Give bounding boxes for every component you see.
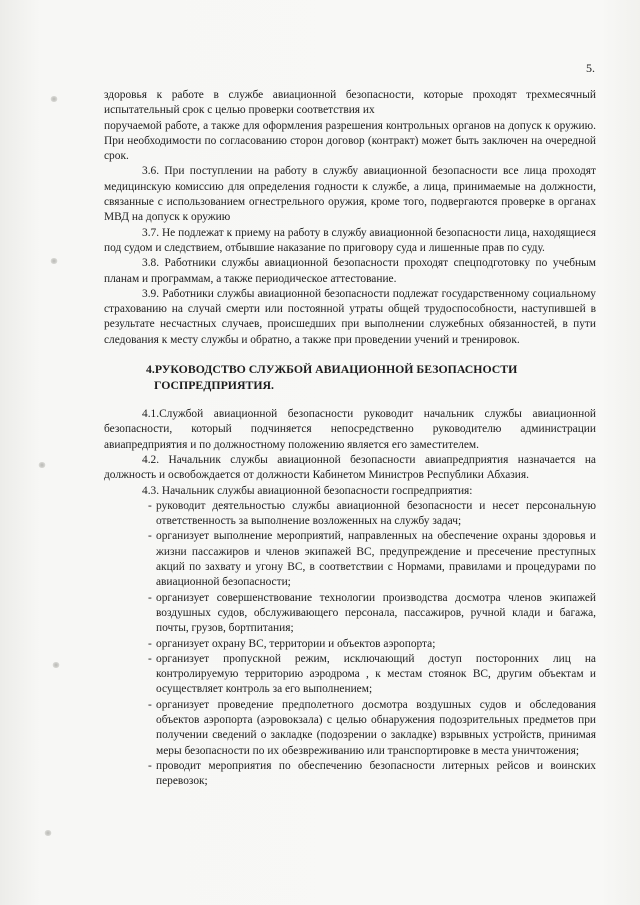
section-heading-line: ГОСПРЕДПРИЯТИЯ. xyxy=(154,377,275,392)
paragraph: 3.6. При поступлении на работу в службу авиационной безопасности все лица проходят медицинскую комиссию для определения годности к службе, а лица, принимаемые на должности, связанные с использованием огнестрельного оружия, кроме того, подвергаются проверке в органах МВД на допуск к оружию xyxy=(104,165,596,224)
punch-hole-mark xyxy=(38,462,46,468)
paragraph: здоровья к работе в службе авиационной безопасности, которые проходят трехмесячный испытательный срок с целью проверки соответствия их xyxy=(104,89,596,117)
punch-hole-mark xyxy=(44,830,52,836)
punch-hole-mark xyxy=(50,258,58,264)
list-item: - организует охрану ВС, территории и объектов аэропорта; xyxy=(156,637,596,652)
punch-hole-mark xyxy=(50,96,58,102)
list-item: - руководит деятельностью службы авиационной безопасности и несет персональную ответственность за выполнение возложенных на службу задач; xyxy=(156,499,596,530)
duties-list xyxy=(104,499,596,790)
page-number: 5. xyxy=(586,61,595,75)
punch-hole-mark xyxy=(52,662,60,668)
list-item: - организует совершенствование технологии производства досмотра членов экипажей воздушных судов, обслуживающего персонала, пассажиров, ручной клади и багажа, почты, грузов, бортпитания; xyxy=(156,591,596,637)
section-heading xyxy=(146,362,596,393)
list-item: - организует пропускной режим, исключающий доступ посторонних лиц на контролируемую территорию аэродрома , к местам стоянок ВС, другим объектам и осуществляет контроль за его выполнением; xyxy=(156,652,596,698)
list-item: - организует проведение предполетного досмотра воздушных судов и обследования объектов аэропорта (аэровокзала) с целью обнаружения подозрительных предметов при получении сведений о закладке (подозрении о закладке) взрывных устройств, принимая меры безопасности по их обезвреживанию или транспортировке в места уничтожения; xyxy=(156,698,596,759)
paragraph: 4.1.Службой авиационной безопасности руководит начальник службы авиационной безопасности, который подчиняется непосредственно руководителю администрации авиапредприятия и по должностному положению является его заместителем. xyxy=(104,408,596,451)
document-body xyxy=(104,88,596,789)
paragraph: поручаемой работе, а также для оформления разрешения контрольных органов на допуск к оружию. При необходимости по согласованию сторон договор (контракт) может быть заключен на очередной срок. xyxy=(104,119,596,163)
paragraph: 4.3. Начальник службы авиационной безопасности госпредприятия: xyxy=(142,484,473,497)
paragraph: 3.9. Работники службы авиационной безопасности подлежат государственному социальному страхованию на случай смерти или постоянной утраты общей трудоспособности, наступившей в результате несчастных случаев, происшедших при выполнении служебных обязанностей, в пути следования к месту службы и обратно, а также при проведении учений и тренировок. xyxy=(104,287,596,346)
paragraph: 4.2. Начальник службы авиационной безопасности авиапредприятия назначается на должность и освобождается от должности Кабинетом Министров Республики Абхазия. xyxy=(104,453,596,482)
list-item: - проводит мероприятия по обеспечению безопасности литерных рейсов и воинских перевозок; xyxy=(156,759,596,790)
paragraph: 3.8. Работники службы авиационной безопасности проходят спецподготовку по учебным планам и программам, а также периодическое аттестование. xyxy=(104,257,596,285)
section-heading-line: 4.РУКОВОДСТВО СЛУЖБОЙ АВИАЦИОННОЙ БЕЗОПАСНОСТИ xyxy=(146,362,518,377)
list-item: - организует выполнение мероприятий, направленных на обеспечение охраны здоровья и жизни пассажиров и членов экипажей ВС, предупреждение и пресечение преступных акций по захвату и угону ВС, в соответствии с Нормами, правилами и процедурами по авиационной безопасности; xyxy=(156,529,596,590)
paragraph: 3.7. Не подлежат к приему на работу в службу авиационной безопасности лица, находящиеся под судом и следствием, отбывшие наказание по приговору суда и лишенные прав по суду. xyxy=(104,226,596,254)
